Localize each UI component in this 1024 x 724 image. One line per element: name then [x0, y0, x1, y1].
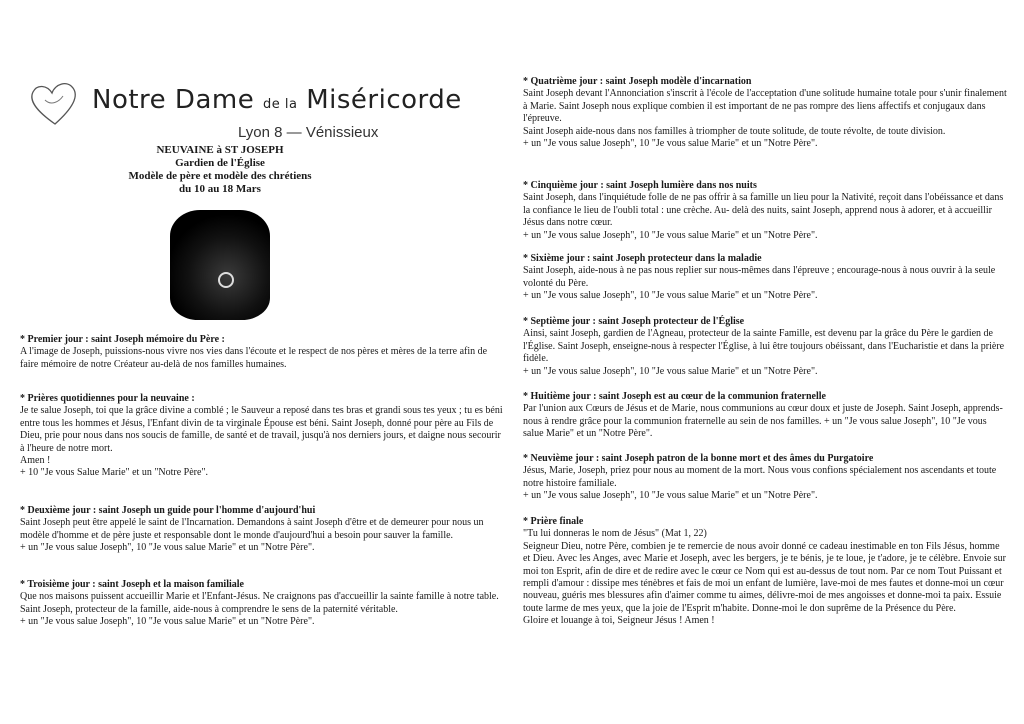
section-body: Je te salue Joseph, toi que la grâce divine a comblé ; le Sauveur a reposé dans tes bras et grandi sous tes yeux ; tu es béni entre tous les hommes et Jésus, l'Enfant divin de ta virginale Épouse est béni. Saint Joseph, donné pour père au Fils de Dieu, prie pour nous dans nos soucis de famille, de santé et de travail, jusqu'à nos derniers jours, et daigne nous secourir à l'heure de notre mort.: [20, 405, 503, 454]
section-day-8: [523, 391, 1008, 441]
section-body: "Tu lui donneras le nom de Jésus" (Mat 1, 22): [523, 528, 707, 540]
dark-photo-image: [170, 210, 270, 320]
section-extra: + un "Je vous salue Joseph", 10 "Je vous salue Marie" et un "Notre Père".: [20, 616, 315, 628]
section-heading: * Sixième jour : saint Joseph protecteur dans la maladie: [523, 253, 762, 264]
section-extra: + un "Je vous salue Joseph", 10 "Je vous salue Marie" et un "Notre Père".: [523, 138, 818, 150]
section-body: Saint Joseph, dans l'inquiétude folle de ne pas offrir à sa famille un lieu pour la Nativité, reçoit dans l'obéissance et dans la confiance le lieu de l'oubli total : une crèche. Au- delà des nuits, saint Joseph, apprend nous à adorer, et à accueillir Jésus dans notre cœur.: [523, 192, 1004, 229]
section-heading: * Prière finale: [523, 516, 584, 527]
section-extra: Saint Joseph, protecteur de la famille, aide-nous à comprendre le sens de la paternité véritable.: [20, 603, 398, 615]
section-body: Saint Joseph devant l'Annonciation s'inscrit à l'école de l'acceptation d'une solitude humaine totale pour s'unir finalement à Marie. Saint Joseph nous explique combien il est important de ne pas rompre des liens affectifs et conjugaux dans l'épreuve.: [523, 88, 1007, 125]
section-extra: + un "Je vous salue Joseph", 10 "Je vous salue Marie" et un "Notre Père".: [523, 229, 818, 241]
section-heading: * Neuvième jour : saint Joseph patron de la bonne mort et des âmes du Purgatoire: [523, 453, 874, 464]
section-body: Ainsi, saint Joseph, gardien de l'Agneau, protecteur de la sainte Famille, est devenu par la grâce du Père le gardien de l'Église. Saint Joseph, enseigne-nous à respecter l'Église, à lui être toujours obéissant, dans l'Eucharistie et dans la prière fidèle.: [523, 328, 1005, 365]
section-day-9: [523, 453, 1008, 503]
section-extra: + un "Je vous salue Joseph", 10 "Je vous salue Marie" et un "Notre Père".: [523, 365, 818, 377]
section-body: Saint Joseph peut être appelé le saint de l'Incarnation. Demandons à saint Joseph d'être et de demeurer pour nous un modèle d'homme et de père juste et responsable dont le monde d'aujourd'hui a besoin pour sauver la famille.: [20, 517, 484, 541]
section-extra: + un "Je vous salue Joseph", 10 "Je vous salue Marie" et un "Notre Père".: [523, 290, 818, 302]
light-ring-icon: [218, 272, 234, 288]
section-extra: Gloire et louange à toi, Seigneur Jésus ! Amen !: [523, 615, 715, 627]
section-day-3: [20, 579, 505, 629]
section-day-5: [523, 180, 1008, 242]
section-body: Que nos maisons puissent accueillir Marie et l'Enfant-Jésus. Ne craignons pas d'accueillir la sainte famille à notre table.: [20, 591, 499, 603]
section-extra: Amen !: [20, 455, 51, 467]
section-extra: + un "Je vous salue Joseph", 10 "Je vous salue Marie" et un "Notre Père".: [20, 542, 315, 554]
novena-subtitle-2: Modèle de père et modèle des chrétiens: [128, 170, 312, 182]
section-day-4: [523, 76, 1008, 150]
section-daily-prayers: [20, 393, 505, 480]
section-day-2: [20, 505, 505, 555]
section-body: A l'image de Joseph, puissions-nous vivre nos vies dans l'écoute et le respect de nos pères et mères de la terre afin de faire mémoire de notre Créateur au-delà de nos familles humaines.: [20, 346, 488, 370]
section-body: Saint Joseph, aide-nous à ne pas nous replier sur nous-mêmes dans l'épreuve ; encourage-nous à nous ouvrir à la seule volonté du Père.: [523, 265, 996, 289]
section-extra: + un "Je vous salue Joseph", 10 "Je vous salue Marie" et un "Notre Père".: [523, 490, 818, 502]
section-heading: * Troisième jour : saint Joseph et la maison familiale: [20, 579, 244, 590]
section-heading: * Deuxième jour : saint Joseph un guide pour l'homme d'aujourd'hui: [20, 505, 316, 516]
page-title: Notre Dame de la Miséricorde: [92, 85, 462, 115]
novena-title: NEUVAINE à ST JOSEPH: [156, 144, 284, 156]
section-heading: * Huitième jour : saint Joseph est au cœur de la communion fraternelle: [523, 391, 826, 402]
section-heading: * Quatrième jour : saint Joseph modèle d'incarnation: [523, 76, 752, 87]
section-heading: * Premier jour : saint Joseph mémoire du Père :: [20, 334, 225, 345]
section-day-1: [20, 334, 505, 371]
section-day-7: [523, 316, 1008, 378]
section-extra: Seigneur Dieu, notre Père, combien je te remercie de nous avoir donné ce cadeau inestimable en ton Fils Jésus, homme et Dieu. Avec les Anges, avec Marie et Joseph, avec les bergers, je te bénis, je te loue, je t'adore, je te célèbre. Envoie sur moi ton Esprit, afin de dire et de redire avec le cœur ce Nom qui est au-dessus de tout nom. Par ce nom Tout Puissant et rempli d'amour : dissipe mes ténèbres et fais de moi un enfant de lumière, lave-moi de mes fautes et donne-moi un cœur nouveau, guéris mes blessures afin d'aimer comme tu aimes, délivre-moi de mes angoisses et donne-moi ta paix. Essuie toute larme de mes yeux, que la joie de l'Esprit m'habite. Donne-moi le don suprême de la Présence du Père.: [523, 540, 1006, 614]
section-heading: * Prières quotidiennes pour la neuvaine :: [20, 393, 195, 404]
section-final-prayer: [523, 516, 1008, 628]
novena-heading: [120, 144, 320, 196]
section-body: Par l'union aux Cœurs de Jésus et de Marie, nous communions au cœur doux et juste de Joseph. Saint Joseph, apprends-nous à rendre grâce pour la communion fraternelle au sein de nos familles. + un "Je vous salue Joseph", 10 "Je vous salue Marie" et un "Notre Père".: [523, 403, 1003, 440]
section-heading: * Septième jour : saint Joseph protecteur de l'Église: [523, 316, 745, 327]
section-extra: Saint Joseph aide-nous dans nos familles à triompher de toute solitude, de toute révolte, de toute division.: [523, 125, 946, 137]
novena-dates: du 10 au 18 Mars: [179, 183, 261, 195]
section-day-6: [523, 253, 1008, 303]
location-subtitle: Lyon 8 — Vénissieux: [238, 124, 379, 141]
novena-subtitle-1: Gardien de l'Église: [175, 157, 265, 169]
heart-logo-icon: [25, 80, 85, 130]
section-heading: * Cinquième jour : saint Joseph lumière dans nos nuits: [523, 180, 757, 191]
section-body: Jésus, Marie, Joseph, priez pour nous au moment de la mort. Nous vous confions spécialement nos ascendants et toute notre histoire familiale.: [523, 465, 997, 489]
section-extra: + 10 "Je vous Salue Marie" et un "Notre Père".: [20, 467, 209, 479]
